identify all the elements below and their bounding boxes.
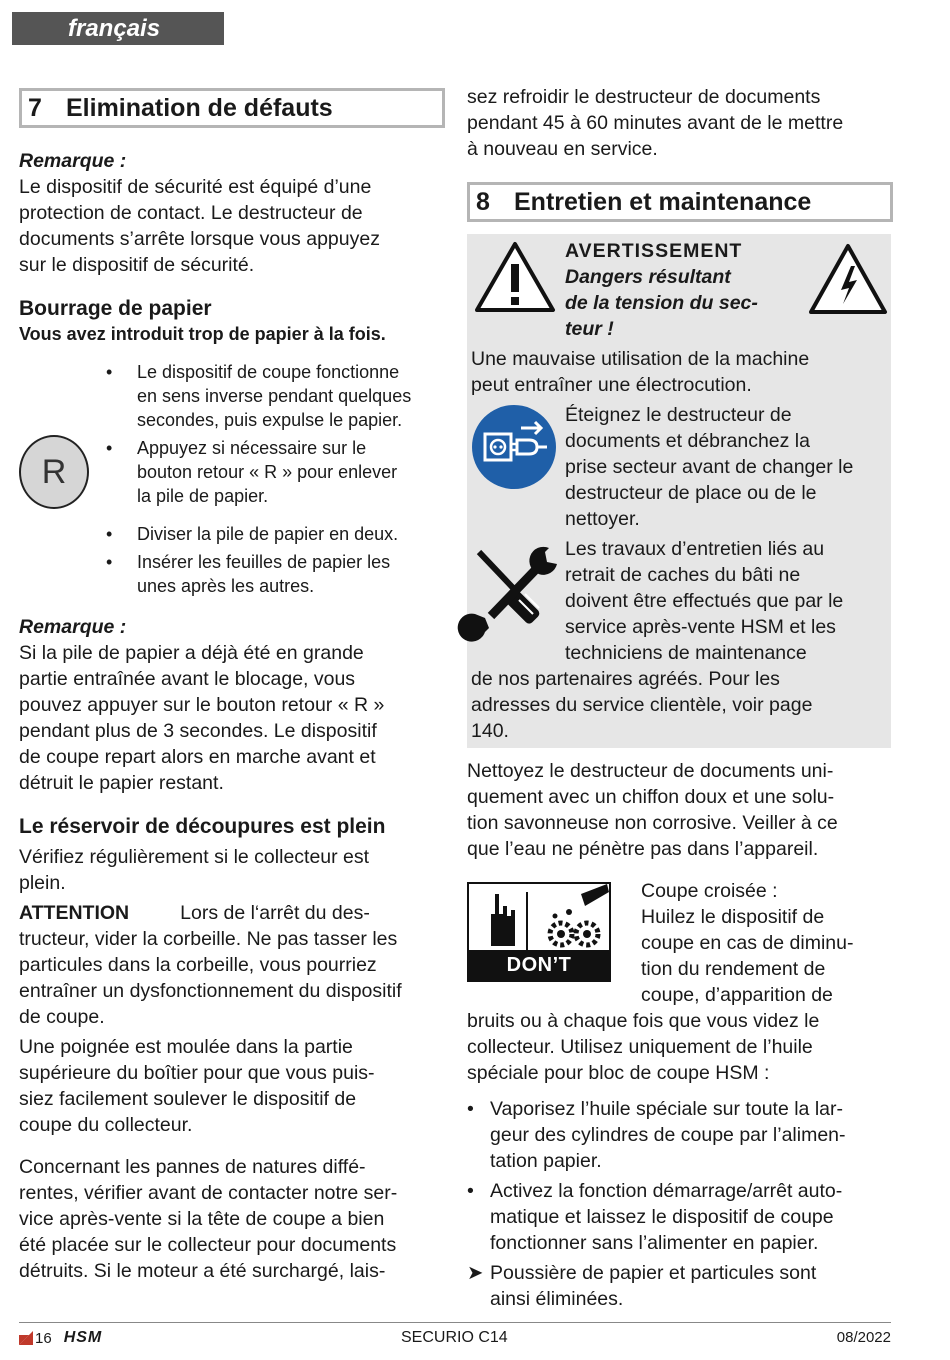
text-line: Insérer les feuilles de papier les: [137, 552, 391, 572]
text-line: pendant plus de 3 secondes. Le dispositif: [19, 720, 377, 742]
remark-2-label: Remarque :: [19, 616, 127, 638]
text-line: documents s’arrête lorsque vous appuyez: [19, 228, 380, 250]
text-line: retrait de caches du bâti ne: [565, 564, 801, 586]
text-line: détruits. Si le moteur a été surchargé, lais-: [19, 1260, 386, 1282]
text-line: Dangers résultant: [565, 266, 731, 288]
text-line: entraîner un dysfonctionnement du dispositif: [19, 980, 402, 1002]
text-line: partie entraînée avant le blocage, vous: [19, 668, 356, 690]
text-line: Le dispositif de sécurité est équipé d’une: [19, 176, 372, 198]
text-line: Éteignez le destructeur de: [565, 404, 792, 426]
text-line: destructeur de place ou de le: [565, 482, 817, 504]
bullet-item: • Diviser la pile de papier en deux.: [106, 524, 399, 544]
warning-label: AVERTISSEMENT: [565, 240, 743, 262]
bullet-item: • Le dispositif de coupe fonctionne en sens inverse pendant quelques secondes, puis expulse le papier.: [106, 362, 412, 430]
electric-hazard-icon: [807, 242, 889, 316]
reverse-r-button-icon: [19, 435, 89, 509]
text-line: 140.: [471, 720, 509, 742]
text-line: Si la pile de papier a déjà été en grande: [19, 642, 364, 664]
section-8-heading: [467, 182, 893, 222]
text-line: Lors de l‘arrêt du des-: [180, 902, 370, 924]
text-line: protection de contact. Le destructeur de: [19, 202, 363, 224]
text-line: à nouveau en service.: [467, 138, 658, 160]
text-line: matique et laissez le dispositif de coupe: [490, 1206, 834, 1228]
paper-jam-subheading: Vous avez introduit trop de papier à la fois.: [19, 324, 386, 344]
text-line: sez refroidir le destructeur de documents: [467, 86, 821, 108]
text-line: de la tension du sec-: [565, 292, 758, 314]
hsm-logo: HSM: [63, 1329, 103, 1346]
text-line: secondes, puis expulse le papier.: [137, 410, 403, 430]
text-line: vice après-vente si la tête de coupe a bien: [19, 1208, 385, 1230]
text-line: spéciale pour bloc de coupe HSM :: [467, 1062, 770, 1084]
document-date: 08/2022: [836, 1329, 891, 1346]
section-7-number: 7: [28, 94, 42, 122]
text-line: été placée sur le collecteur pour documents: [19, 1234, 397, 1256]
text-line: doivent être effectués que par le: [565, 590, 844, 612]
arrow-right-icon: ➤: [467, 1262, 484, 1284]
text-line: service après-vente HSM et les: [565, 616, 836, 638]
text-line: documents et débranchez la: [565, 430, 810, 452]
text-line: Nettoyez le destructeur de documents uni-: [467, 760, 834, 782]
text-line: adresses du service clientèle, voir page: [471, 694, 813, 716]
text-line: que l’eau ne pénètre pas dans l’appareil.: [467, 838, 819, 860]
bullet-item: • Appuyez si nécessaire sur le bouton retour « R » pour enlever la pile de papier.: [106, 438, 398, 506]
right-column: [467, 84, 895, 1312]
warning-triangle-icon: [473, 240, 557, 314]
section-8-title: Entretien et maintenance: [514, 188, 812, 216]
text-line: supérieure du boîtier pour que vous puis-: [19, 1062, 375, 1084]
text-line: unes après les autres.: [137, 576, 315, 596]
text-line: rentes, vérifier avant de contacter notre ser-: [19, 1182, 398, 1204]
text-line: Diviser la pile de papier en deux.: [137, 524, 399, 544]
page-footer: [19, 1322, 891, 1347]
text-line: pendant 45 à 60 minutes avant de le mettre: [467, 112, 844, 134]
section-7-heading: [19, 88, 445, 128]
text-line: collecteur. Utilisez uniquement de l’huile: [467, 1036, 813, 1058]
text-line: Vaporisez l’huile spéciale sur toute la lar-: [490, 1098, 843, 1120]
dont-forget-label: DON’T FORGET: [495, 954, 583, 1006]
text-line: de nos partenaires agréés. Pour les: [471, 668, 780, 690]
section-8-number: 8: [476, 188, 490, 216]
dont-forget-oil-icon: [467, 882, 611, 1006]
text-line: ainsi éliminées.: [490, 1288, 624, 1310]
text-line: bouton retour « R » pour enlever: [137, 462, 398, 482]
text-line: Coupe croisée :: [641, 880, 778, 902]
text-line: prise secteur avant de changer le: [565, 456, 854, 478]
text-line: tion du rendement de: [641, 958, 826, 980]
text-line: Une mauvaise utilisation de la machine: [471, 348, 810, 370]
text-line: bruits ou à chaque fois que vous videz le: [467, 1010, 820, 1032]
attention-line: [19, 900, 445, 926]
remark-1-text: [19, 174, 445, 278]
left-column: [19, 88, 445, 1284]
text-line: en sens inverse pendant quelques: [137, 386, 412, 406]
text-line: quement avec un chiffon doux et une solu-: [467, 786, 835, 808]
text-line: particules dans la corbeille, vous pourriez: [19, 954, 377, 976]
text-line: Les travaux d’entretien liés au: [565, 538, 825, 560]
model-name: SECURIO C14: [401, 1329, 508, 1346]
result-item: [467, 1260, 895, 1312]
text-line: Le dispositif de coupe fonctionne: [137, 362, 400, 382]
bullet-item: • Vaporisez l’huile spéciale sur toute la lar- geur des cylindres de coupe par l’alimen- tation papier.: [467, 1098, 846, 1172]
text-line: Une poignée est moulée dans la partie: [19, 1036, 353, 1058]
section-7-title: Elimination de défauts: [66, 94, 333, 122]
dont-forget-banner: [469, 950, 609, 1006]
text-line: teur !: [565, 318, 614, 340]
attention-label: ATTENTION: [19, 902, 130, 924]
text-line: tructeur, vider la corbeille. Ne pas tasser les: [19, 928, 398, 950]
text-line: siez facilement soulever le dispositif de: [19, 1088, 357, 1110]
page-number: 16: [35, 1329, 52, 1347]
text-line: plein.: [19, 872, 66, 894]
remark-1-label: Remarque :: [19, 150, 127, 172]
text-line: tation papier.: [490, 1150, 602, 1172]
corner-mark-icon: [19, 1331, 33, 1345]
text-line: Huilez le dispositif de: [641, 906, 825, 928]
language-tab: français: [12, 12, 224, 45]
text-line: nettoyer.: [565, 508, 640, 530]
text-line: Poussière de papier et particules sont: [490, 1262, 817, 1284]
jam-instructions: [19, 360, 445, 610]
warning-box: [467, 234, 891, 748]
text-line: coupe du collecteur.: [19, 1114, 193, 1136]
text-line: de coupe repart alors en marche avant et: [19, 746, 376, 768]
remark-2-text: [19, 640, 445, 796]
r-button-label: R: [41, 453, 67, 491]
text-line: Appuyez si nécessaire sur le: [137, 438, 367, 458]
container-full-heading: Le réservoir de découpures est plein: [19, 815, 386, 838]
text-line: détruit le papier restant.: [19, 772, 224, 794]
text-line: la pile de papier.: [137, 486, 269, 506]
bullet-item: • Activez la fonction démarrage/arrêt auto- matique et laissez le dispositif de coupe fonctionner sans l’alimenter en papier.: [467, 1180, 843, 1254]
text-line: techniciens de maintenance: [565, 642, 807, 664]
text-line: pouvez appuyer sur le bouton retour « R »: [19, 694, 385, 716]
text-line: Vérifiez régulièrement si le collecteur est: [19, 846, 370, 868]
paper-jam-heading: Bourrage de papier: [19, 297, 212, 320]
text-line: de coupe.: [19, 1006, 105, 1028]
text-line: fonctionner sans l’alimenter en papier.: [490, 1232, 819, 1254]
text-line: Concernant les pannes de natures diffé-: [19, 1156, 366, 1178]
bullet-item: • Insérer les feuilles de papier les unes après les autres.: [106, 552, 391, 596]
text-line: peut entraîner une électrocution.: [471, 374, 752, 396]
oil-can-gears-icon: [469, 884, 609, 954]
text-line: sur le dispositif de sécurité.: [19, 254, 255, 276]
unplug-mains-icon: [471, 404, 557, 490]
tools-screwdriver-wrench-icon: [471, 544, 559, 636]
text-line: geur des cylindres de coupe par l’alimen-: [490, 1124, 846, 1146]
text-line: coupe, d’apparition de: [641, 984, 833, 1006]
text-line: coupe en cas de diminu-: [641, 932, 854, 954]
text-line: tion savonneuse non corrosive. Veiller à ce: [467, 812, 838, 834]
text-line: Activez la fonction démarrage/arrêt auto-: [490, 1180, 843, 1202]
